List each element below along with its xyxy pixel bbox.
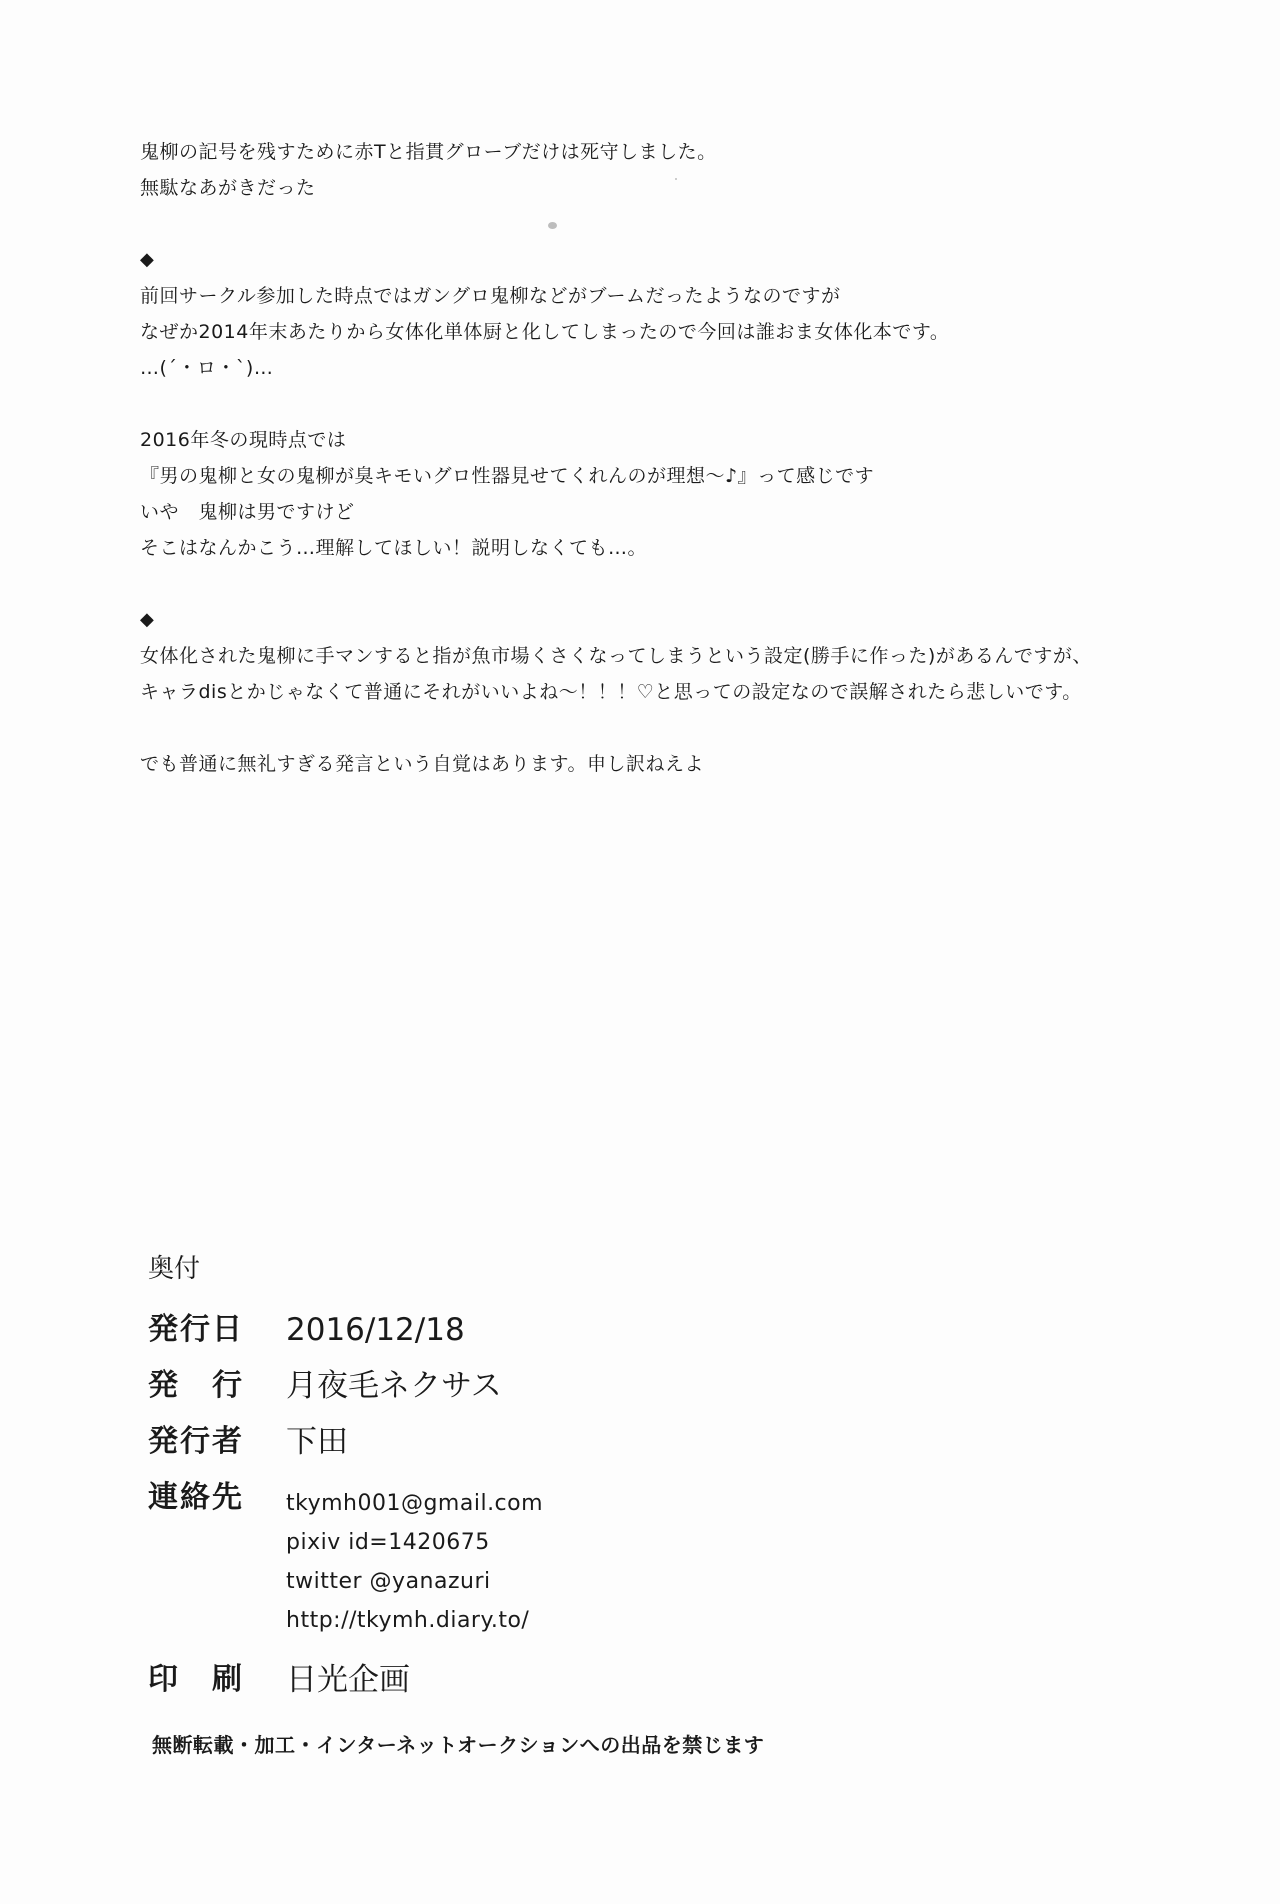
publish-date-value: 2016/12/18 xyxy=(286,1312,465,1348)
copyright-notice: 無断転載・加工・インターネットオークションへの出品を禁じます xyxy=(152,1733,765,1757)
contact-twitter: twitter @yanazuri xyxy=(286,1569,491,1594)
author-row xyxy=(148,1422,1048,1462)
contact-pixiv: pixiv id=1420675 xyxy=(286,1530,490,1555)
publisher-row xyxy=(148,1366,1048,1406)
afterword-line: 『男の鬼柳と女の鬼柳が臭キモいグロ性器見せてくれんのが理想～♪』って感じです xyxy=(140,465,875,487)
diamond-icon: ◆ xyxy=(140,609,154,630)
publisher-value: 月夜毛ネクサス xyxy=(286,1368,502,1404)
author-value: 下田 xyxy=(286,1424,348,1460)
afterword-line: …(´・ロ・`)… xyxy=(140,357,274,379)
diamond-icon: ◆ xyxy=(140,249,154,270)
publish-date-label: 発行日 xyxy=(148,1312,244,1347)
afterword-line: 無駄なあがきだった xyxy=(140,177,316,199)
afterword-line: でも普通に無礼すぎる発言という自覚はあります。申し訳ねえよ xyxy=(140,753,704,775)
contact-list xyxy=(286,1478,543,1640)
printer-label: 印 刷 xyxy=(148,1662,244,1697)
afterword-line: キャラdisとかじゃなくて普通にそれがいいよね～！！！♡と思っての設定なので誤解されたら悲しいです。 xyxy=(140,681,1082,703)
afterword-line: いや 鬼柳は男ですけど xyxy=(140,501,355,523)
afterword xyxy=(140,134,1200,782)
contact-website: http://tkymh.diary.to/ xyxy=(286,1608,530,1633)
author-label: 発行者 xyxy=(148,1424,244,1459)
afterword-line: 女体化された鬼柳に手マンすると指が魚市場くさくなってしまうという設定(勝手に作った)があるんですが、 xyxy=(140,645,1092,667)
afterword-line: なぜか2014年末あたりから女体化単体厨と化してしまったので今回は誰おま女体化本です。 xyxy=(140,321,950,343)
publisher-label: 発 行 xyxy=(148,1368,244,1403)
contact-label: 連絡先 xyxy=(148,1480,244,1515)
afterword-line: 前回サークル参加した時点ではガングロ鬼柳などがブームだったようなのですが xyxy=(140,285,841,307)
printer-row xyxy=(148,1660,1048,1700)
afterword-line: そこはなんかこう…理解してほしい！説明しなくても…。 xyxy=(140,537,648,559)
contact-row xyxy=(148,1478,1048,1640)
printer-value: 日光企画 xyxy=(286,1662,410,1698)
colophon-title: 奥付 xyxy=(148,1254,201,1284)
afterword-line: 鬼柳の記号を残すために赤Tと指貫グローブだけは死守しました。 xyxy=(140,141,717,163)
afterword-line: 2016年冬の現時点では xyxy=(140,429,347,451)
contact-email: tkymh001@gmail.com xyxy=(286,1491,544,1516)
colophon xyxy=(148,1250,1048,1700)
publish-date-row xyxy=(148,1310,1048,1350)
